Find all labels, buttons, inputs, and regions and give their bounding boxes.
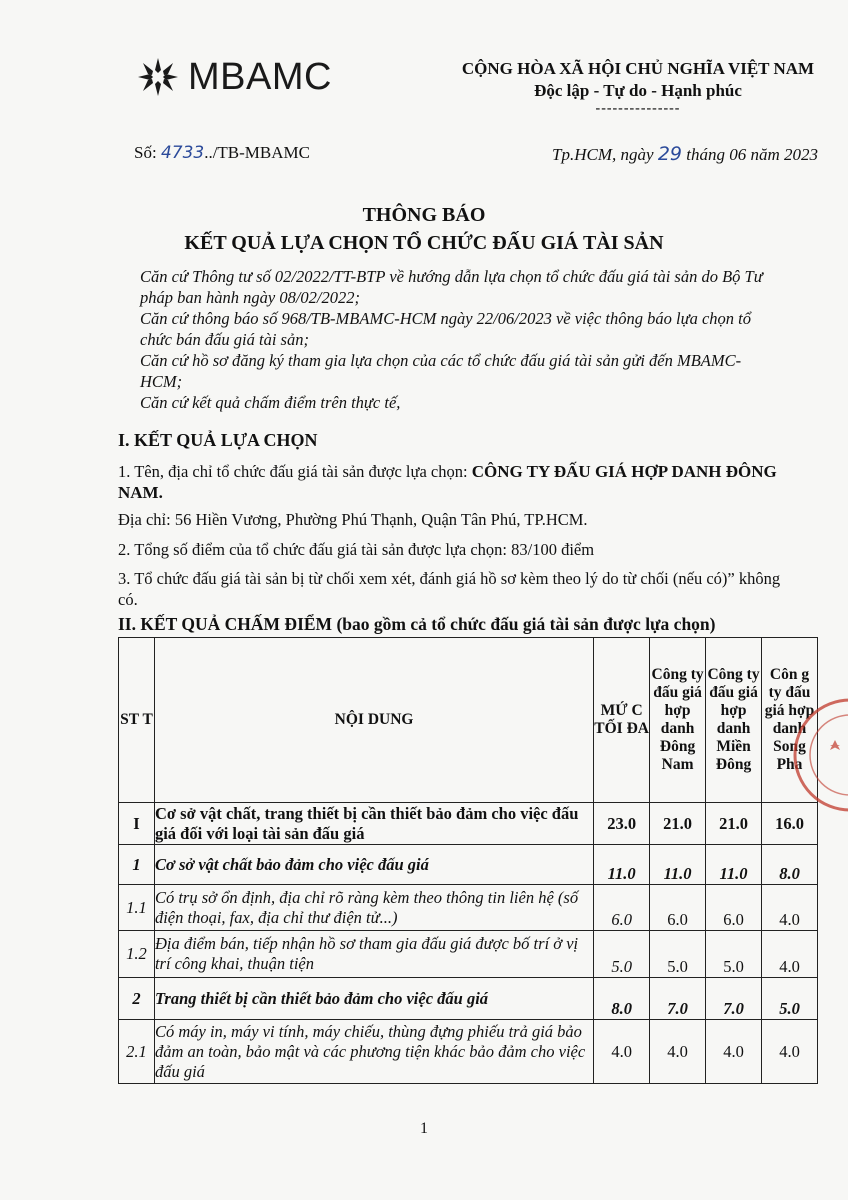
row-stt: 1.2 [119, 931, 155, 978]
national-motto: Độc lập - Tự do - Hạnh phúc [534, 81, 742, 100]
row-song-pha: 16.0 [762, 803, 818, 845]
docno-prefix: Số: [134, 143, 161, 162]
col-max: MỨ C TỐI ĐA [594, 638, 650, 803]
red-seal-stamp-icon [790, 690, 848, 820]
col-dong-nam: Công ty đấu giá hợp danh Đông Nam [650, 638, 706, 803]
docno-handwritten: 4733 [160, 143, 205, 163]
row-song-pha: 4.0 [762, 931, 818, 978]
row-max: 8.0 [594, 978, 650, 1020]
notice-title: THÔNG BÁO [362, 204, 486, 226]
row-song-pha: 8.0 [762, 845, 818, 885]
row-mien-dong: 11.0 [706, 845, 762, 885]
row-dong-nam: 7.0 [650, 978, 706, 1020]
row-dong-nam: 4.0 [650, 1020, 706, 1084]
basis-line: Căn cứ thông báo số 968/TB-MBAMC-HCM ngày 22/06/2023 về việc thông báo lựa chọn tổ chức bán đấu giá tài sản; [140, 309, 751, 349]
table-row [119, 978, 818, 1020]
row-stt: I [119, 803, 155, 845]
selected-org-name: CÔNG TY ĐẤU GIÁ HỢP DANH ĐÔNG NAM. [118, 462, 777, 502]
section-1-heading: I. KẾT QUẢ LỰA CHỌN [118, 430, 318, 450]
col-content: NỘI DUNG [154, 638, 593, 803]
row-content: Cơ sở vật chất bảo đảm cho việc đấu giá [154, 845, 593, 885]
notice-subtitle: KẾT QUẢ LỰA CHỌN TỔ CHỨC ĐẤU GIÁ TÀI SẢN [184, 232, 664, 254]
date-suffix: tháng 06 năm 2023 [682, 145, 818, 164]
total-score: 2. Tổng số điểm của tổ chức đấu giá tài sản được lựa chọn: 83/100 điểm [118, 540, 595, 559]
row-content: Có máy in, máy vi tính, máy chiếu, thùng đựng phiếu trả giá bảo đảm an toàn, bảo mật và các phương tiện khác bảo đảm cho việc đấu giá [154, 1020, 593, 1084]
row-mien-dong: 4.0 [706, 1020, 762, 1084]
mbamc-star-icon [134, 56, 182, 98]
row-mien-dong: 5.0 [706, 931, 762, 978]
row-content: Trang thiết bị cần thiết bảo đảm cho việc đấu giá [154, 978, 593, 1020]
row-dong-nam: 6.0 [650, 885, 706, 931]
row-max: 4.0 [594, 1020, 650, 1084]
row-max: 5.0 [594, 931, 650, 978]
row-content: Cơ sở vật chất, trang thiết bị cần thiết bảo đảm cho việc đấu giá đối với loại tài sản đấu giá [154, 803, 593, 845]
basis-line: Căn cứ kết quả chấm điểm trên thực tế, [140, 393, 401, 412]
col-mien-dong: Công ty đấu giá hợp danh Miền Đông [706, 638, 762, 803]
row-song-pha: 4.0 [762, 1020, 818, 1084]
date-prefix: Tp.HCM, ngày [552, 145, 658, 164]
national-divider: --------------- [595, 101, 681, 116]
national-header [452, 58, 824, 116]
row-mien-dong: 6.0 [706, 885, 762, 931]
legal-basis [140, 266, 780, 413]
row-dong-nam: 11.0 [650, 845, 706, 885]
table-row [119, 885, 818, 931]
document-number [134, 143, 310, 163]
table-header-row [119, 638, 818, 803]
national-title: CỘNG HÒA XÃ HỘI CHỦ NGHĨA VIỆT NAM [461, 59, 815, 78]
selected-org-address: Địa chỉ: 56 Hiền Vương, Phường Phú Thạnh, Quận Tân Phú, TP.HCM. [118, 510, 588, 529]
row-song-pha: 4.0 [762, 885, 818, 931]
row-max: 23.0 [594, 803, 650, 845]
basis-line: Căn cứ hồ sơ đăng ký tham gia lựa chọn của các tổ chức đấu giá tài sản gửi đến MBAMC-HCM; [140, 351, 742, 391]
page-number: 1 [420, 1120, 428, 1137]
col-stt: ST T [119, 638, 155, 803]
rejected-orgs: 3. Tổ chức đấu giá tài sản bị từ chối xem xét, đánh giá hồ sơ kèm theo lý do từ chối (nếu có)” không có. [118, 569, 781, 609]
table-row [119, 1020, 818, 1084]
row-max: 11.0 [594, 845, 650, 885]
row-stt: 1.1 [119, 885, 155, 931]
basis-line: Căn cứ Thông tư số 02/2022/TT-BTP về hướng dẫn lựa chọn tổ chức đấu giá tài sản do Bộ Tư pháp ban hành ngày 08/02/2022; [140, 267, 763, 307]
row-content: Địa điểm bán, tiếp nhận hồ sơ tham gia đấu giá được bố trí ở vị trí công khai, thuận tiện [154, 931, 593, 978]
selected-org-label: 1. Tên, địa chỉ tổ chức đấu giá tài sản được lựa chọn: [118, 462, 472, 481]
row-mien-dong: 21.0 [706, 803, 762, 845]
company-logo [134, 56, 332, 98]
score-table [118, 637, 818, 1084]
date-day-handwritten: 29 [657, 143, 682, 165]
row-content: Có trụ sở ổn định, địa chỉ rõ ràng kèm theo thông tin liên hệ (số điện thoại, fax, địa chỉ thư điện tử...) [154, 885, 593, 931]
col-song-pha: Côn g ty đấu giá hợp danh Song Pha [762, 638, 818, 803]
row-stt: 1 [119, 845, 155, 885]
table-row [119, 803, 818, 845]
row-dong-nam: 21.0 [650, 803, 706, 845]
row-stt: 2.1 [119, 1020, 155, 1084]
logo-text: MBAMC [188, 56, 332, 98]
row-dong-nam: 5.0 [650, 931, 706, 978]
section-2-heading: II. KẾT QUẢ CHẤM ĐIỂM (bao gồm cả tổ chức đấu giá tài sản được lựa chọn) [118, 614, 716, 634]
table-row [119, 931, 818, 978]
document-date [552, 143, 818, 165]
table-row [119, 845, 818, 885]
row-stt: 2 [119, 978, 155, 1020]
row-max: 6.0 [594, 885, 650, 931]
selected-org [118, 461, 798, 503]
row-song-pha: 5.0 [762, 978, 818, 1020]
row-mien-dong: 7.0 [706, 978, 762, 1020]
docno-suffix: ../TB-MBAMC [204, 143, 310, 162]
